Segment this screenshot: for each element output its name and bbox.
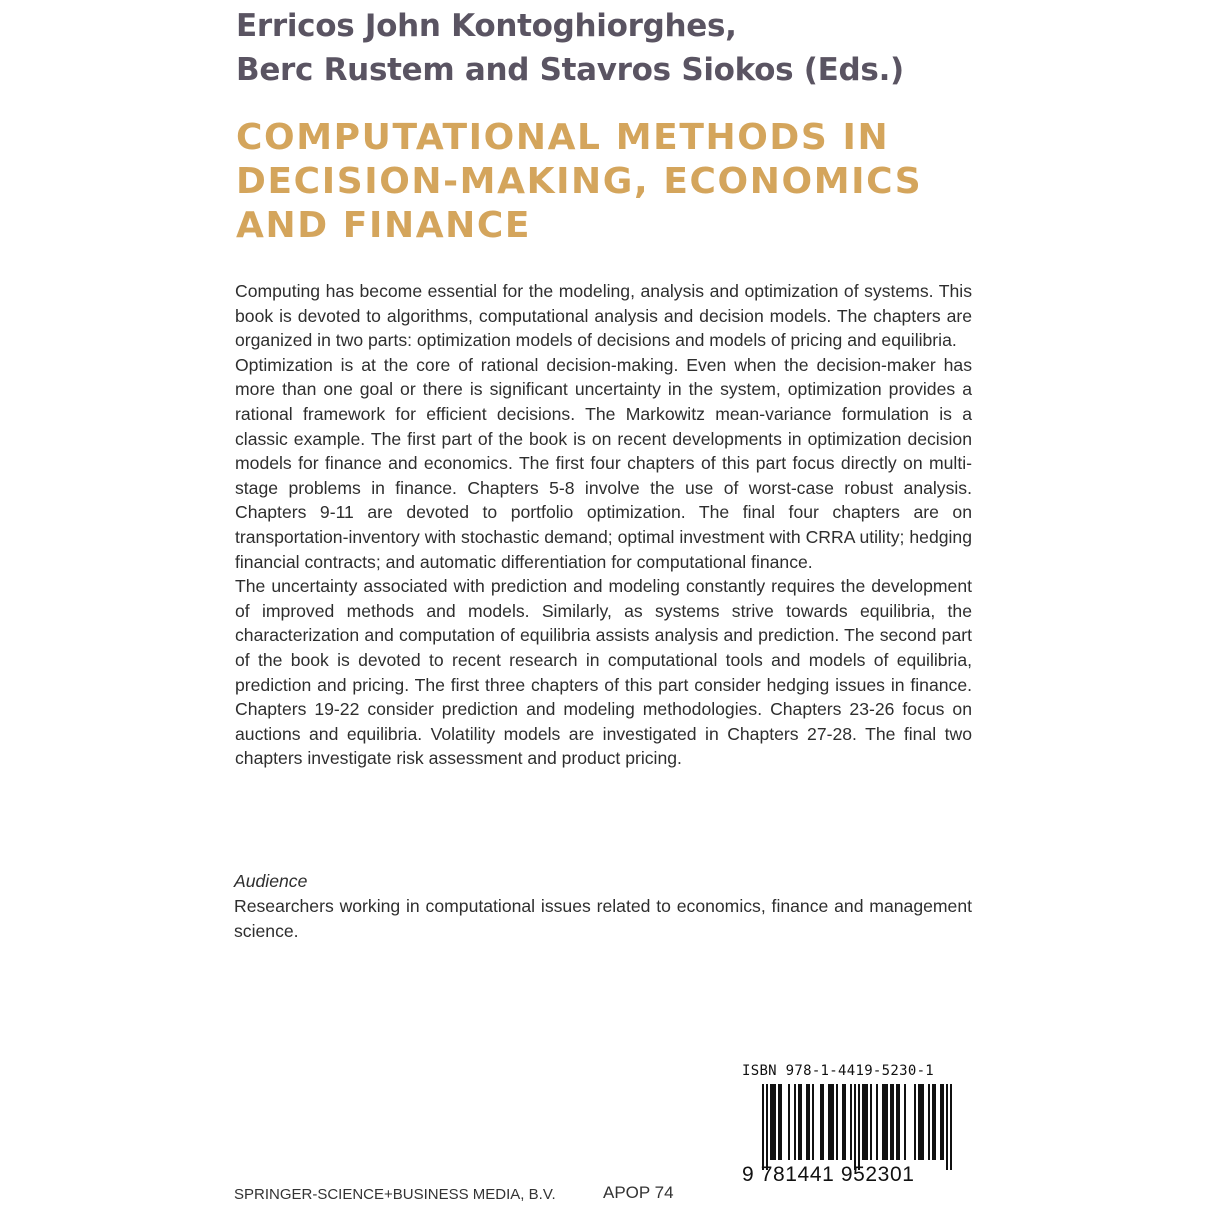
- barcode-digits: 9 781441 952301: [742, 1163, 915, 1186]
- barcode-graphic: [742, 1082, 962, 1186]
- barcode-bars: [762, 1084, 952, 1170]
- book-title: [236, 116, 1136, 248]
- barcode-bar: [876, 1084, 878, 1160]
- barcode-bar: [928, 1084, 930, 1160]
- audience-text: Researchers working in computational issues related to economics, finance and management science.: [234, 896, 972, 941]
- barcode-bar: [934, 1084, 936, 1160]
- editors-line-1: Erricos John Kontoghiorghes,: [236, 8, 737, 44]
- barcode-bar: [886, 1084, 888, 1160]
- barcode-bar: [942, 1084, 944, 1160]
- barcode-bar: [890, 1084, 892, 1160]
- barcode-bar: [892, 1084, 894, 1160]
- description-paragraph-1: Computing has become essential for the modeling, analysis and optimization of systems. This book is devoted to algorithms, computational analysis and decision models. The chapters are organized in two parts: optimization models of decisions and models of pricing and equilibria.: [235, 281, 972, 351]
- isbn-barcode: [742, 1082, 962, 1186]
- barcode-bar: [946, 1084, 948, 1170]
- barcode-bar: [808, 1084, 810, 1160]
- barcode-bar: [866, 1084, 868, 1160]
- barcode-bar: [864, 1084, 866, 1160]
- audience-heading: Audience: [234, 871, 308, 891]
- barcode-bar: [898, 1084, 900, 1160]
- barcode-bar: [858, 1084, 860, 1170]
- description: [235, 279, 972, 771]
- barcode-bar: [920, 1084, 922, 1160]
- barcode-bar: [772, 1084, 774, 1160]
- barcode-bar: [870, 1084, 872, 1160]
- barcode-bar: [918, 1084, 920, 1160]
- barcode-bar: [882, 1084, 884, 1160]
- title-line-1: COMPUTATIONAL METHODS IN: [236, 117, 890, 158]
- barcode-bar: [766, 1084, 768, 1170]
- editors-line-2: Berc Rustem and Stavros Siokos (Eds.): [236, 52, 904, 88]
- barcode-bar: [788, 1084, 790, 1160]
- barcode-bar: [812, 1084, 814, 1160]
- barcode-bar: [822, 1084, 824, 1160]
- barcode-bar: [828, 1084, 830, 1160]
- barcode-bar: [884, 1084, 886, 1160]
- isbn-label: ISBN 978-1-4419-5230-1: [742, 1063, 935, 1079]
- barcode-bar: [850, 1084, 852, 1160]
- barcode-bar: [762, 1084, 764, 1170]
- barcode-bar: [932, 1084, 934, 1160]
- barcode-bar: [830, 1084, 832, 1160]
- barcode-bar: [914, 1084, 916, 1160]
- title-line-2: DECISION-MAKING, ECONOMICS: [236, 161, 923, 202]
- barcode-bar: [896, 1084, 898, 1160]
- description-paragraph-2: Optimization is at the core of rational decision-making. Even when the decision-maker has more than one goal or there is significant uncertainty in the system, optimization provides a rational framework for efficient decisions. The Markowitz mean-variance formulation is a classic example. The first part of the book is on recent developments in optimization decision models for finance and economics. The first four chapters of this part focus directly on multi-stage problems in finance. Chapters 5-8 involve the use of worst-case robust analysis. Chapters 9-11 are devoted to portfolio optimization. The final four chapters are on transportation-inventory with stochastic demand; optimal investment with CRRA utility; hedging financial contracts; and automatic differentiation for computational finance.: [235, 354, 972, 572]
- barcode-bar: [806, 1084, 808, 1160]
- barcode-bar: [950, 1084, 952, 1170]
- barcode-bar: [904, 1084, 906, 1160]
- barcode-bar: [794, 1084, 796, 1160]
- barcode-bar: [820, 1084, 822, 1160]
- barcode-bar: [798, 1084, 800, 1160]
- series-number: APOP 74: [603, 1183, 674, 1202]
- barcode-bar: [780, 1084, 782, 1160]
- barcode-bar: [774, 1084, 776, 1160]
- barcode-bar: [778, 1084, 780, 1160]
- barcode-bar: [800, 1084, 802, 1160]
- barcode-bar: [842, 1084, 844, 1160]
- description-paragraph-3: The uncertainty associated with prediction and modeling constantly requires the development of improved methods and models. Similarly, as systems strive towards equilibria, the characterization and computation of equilibria assists analysis and prediction. The second part of the book is devoted to recent research in computational tools and models of equilibria, prediction and pricing. The first three chapters of this part consider hedging issues in finance. Chapters 19-22 consider prediction and modeling methodologies. Chapters 23-26 focus on auctions and equilibria. Volatility models are investigated in Chapters 27-28. The final two chapters investigate risk assessment and product pricing.: [235, 576, 972, 769]
- editors: [236, 4, 1036, 92]
- barcode-bar: [836, 1084, 838, 1160]
- barcode-bar: [770, 1084, 772, 1160]
- barcode-bar: [922, 1084, 924, 1160]
- barcode-bar: [862, 1084, 864, 1160]
- title-line-3: AND FINANCE: [236, 205, 532, 246]
- barcode-bar: [940, 1084, 942, 1160]
- barcode-bar: [832, 1084, 834, 1160]
- publisher: SPRINGER-SCIENCE+BUSINESS MEDIA, B.V.: [234, 1186, 556, 1203]
- barcode-bar: [854, 1084, 856, 1170]
- barcode-bar: [844, 1084, 846, 1160]
